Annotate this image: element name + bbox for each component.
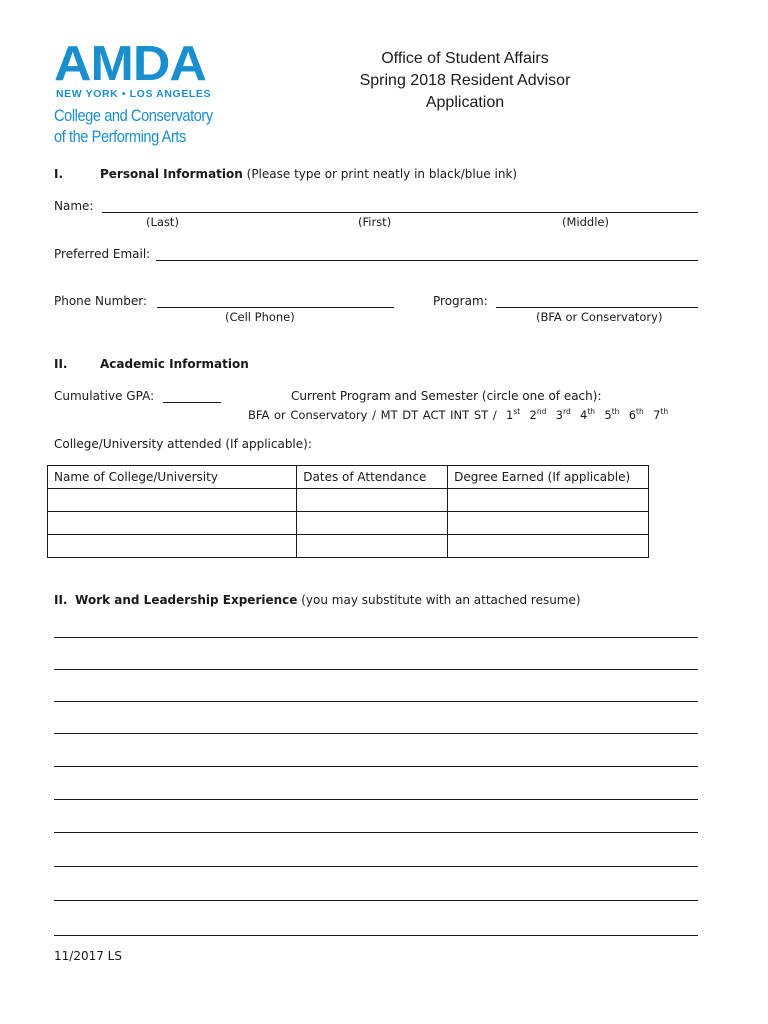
program-semester-label: Current Program and Semester (circle one of each): [291,389,602,403]
name-first-caption: (First) [358,215,392,229]
experience-line[interactable] [54,669,698,670]
degree-cell[interactable] [448,535,649,558]
phone-label: Phone Number: [54,294,148,308]
section-1-header [100,167,517,181]
degree-cell[interactable] [448,489,649,512]
table-row [48,512,649,535]
phone-field[interactable] [157,307,394,308]
semester-6[interactable]: 6th [628,407,644,422]
section-2-numeral: II. [54,357,68,371]
logo-tagline-2: of the Performing Arts [54,127,186,146]
gpa-field[interactable] [163,402,221,403]
section-3-note: (you may substitute with an attached resume) [301,593,581,607]
gpa-label: Cumulative GPA: [54,389,155,403]
col-header-dates: Dates of Attendance [297,466,448,489]
dates-cell[interactable] [297,512,448,535]
experience-line[interactable] [54,799,698,800]
name-field[interactable] [102,212,698,213]
title-application-term: Spring 2018 Resident Advisor [359,72,571,89]
section-3-header [54,593,581,607]
name-middle-caption: (Middle) [562,215,609,229]
table-row [48,535,649,558]
table-row [48,489,649,512]
semester-1[interactable]: 1st [506,407,521,422]
program-semester-options [248,405,668,422]
degree-cell[interactable] [448,512,649,535]
college-cell[interactable] [48,512,297,535]
semester-4[interactable]: 4th [580,407,596,422]
experience-line[interactable] [54,701,698,702]
semester-7[interactable]: 7th [653,407,669,422]
section-3-numeral: II. [54,593,68,607]
experience-line[interactable] [54,766,698,767]
experience-line[interactable] [54,900,698,901]
experience-line[interactable] [54,832,698,833]
program-options[interactable]: BFA or Conservatory / MT DT ACT INT ST / [248,408,497,422]
semester-5[interactable]: 5th [604,407,620,422]
table-header-row [48,466,649,489]
program-field[interactable] [496,307,698,308]
program-label: Program: [433,294,488,308]
logo-tagline-1: College and Conservatory [54,106,213,125]
amda-logo: AMDA [54,36,206,92]
section-1-numeral: I. [54,167,64,181]
name-last-caption: (Last) [146,215,179,229]
phone-caption: (Cell Phone) [225,310,295,324]
college-label: College/University attended (If applicable): [54,437,312,451]
semester-2[interactable]: 2nd [529,407,547,422]
semester-3[interactable]: 3rd [555,407,571,422]
footer-code: 11/2017 LS [54,949,122,963]
section-1-heading: Personal Information [100,167,243,181]
name-label: Name: [54,199,94,213]
experience-line[interactable] [54,733,698,734]
college-cell[interactable] [48,535,297,558]
section-1-note: (Please type or print neatly in black/blue ink) [246,167,518,181]
email-label: Preferred Email: [54,247,151,261]
logo-cities: NEW YORK • LOS ANGELES [56,88,212,100]
section-2-heading: Academic Information [100,357,249,371]
program-caption: (BFA or Conservatory) [536,310,663,324]
dates-cell[interactable] [297,535,448,558]
experience-line[interactable] [54,866,698,867]
title-application: Application [425,94,505,111]
col-header-college: Name of College/University [48,466,297,489]
title-office: Office of Student Affairs [381,50,549,67]
college-cell[interactable] [48,489,297,512]
col-header-degree: Degree Earned (If applicable) [448,466,649,489]
section-3-heading: Work and Leadership Experience [75,593,298,607]
college-table [47,465,649,558]
email-field[interactable] [156,260,698,261]
dates-cell[interactable] [297,489,448,512]
experience-line[interactable] [54,637,698,638]
experience-line[interactable] [54,935,698,936]
